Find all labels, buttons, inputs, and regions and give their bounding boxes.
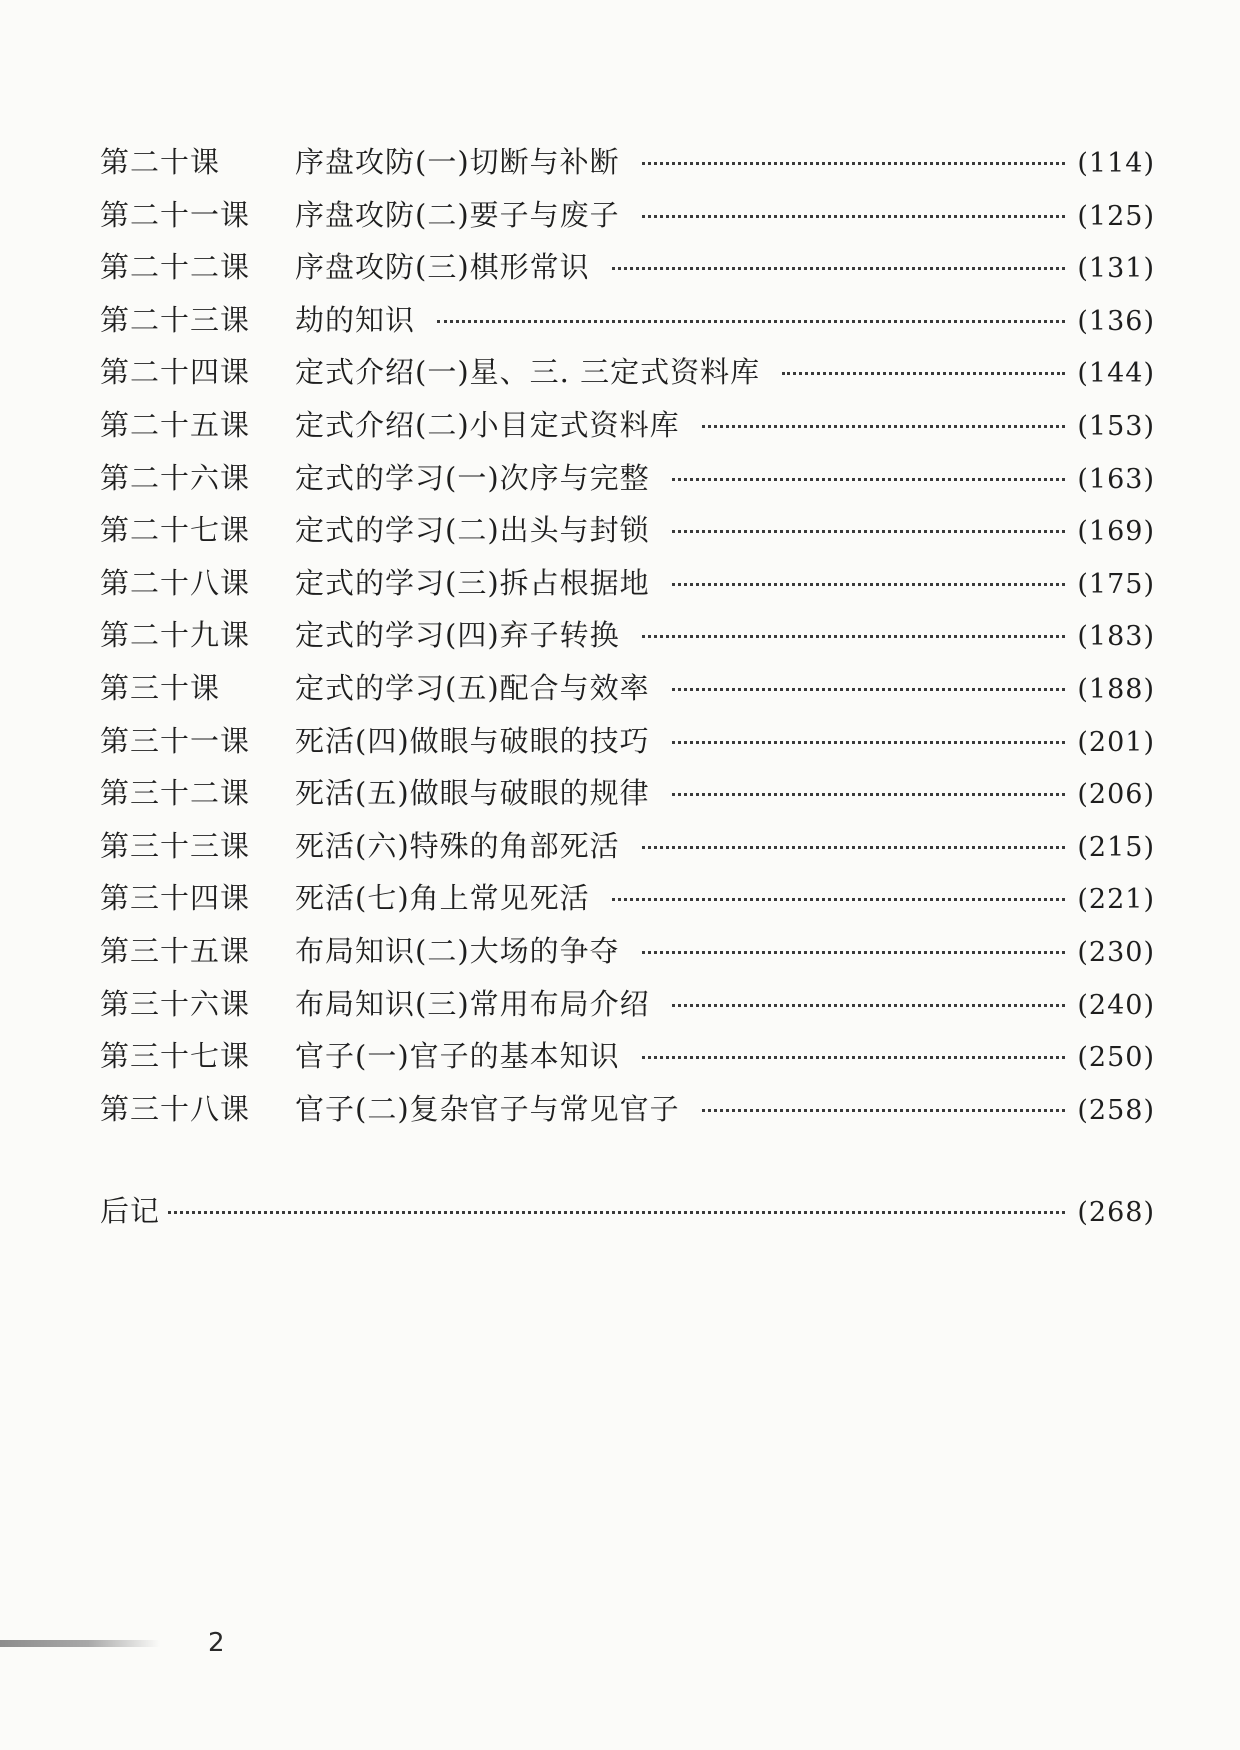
toc-entry	[100, 982, 1155, 1035]
lesson-title: 定式介绍(一)星、三. 三定式资料库	[295, 355, 761, 390]
lesson-number: 第三十七课	[100, 1039, 251, 1074]
dot-leader	[642, 635, 1066, 638]
lesson-title: 定式的学习(三)拆占根据地	[295, 565, 650, 600]
lesson-title: 序盘攻防(一)切断与补断	[295, 145, 620, 179]
dot-leader	[168, 1211, 1065, 1214]
lesson-number: 第三十六课	[100, 986, 251, 1021]
lesson-number: 第三十一课	[100, 723, 251, 758]
dot-leader	[642, 1056, 1066, 1059]
lesson-number: 第二十六课	[100, 460, 251, 495]
page-reference: (153)	[1077, 410, 1155, 442]
lesson-title: 定式的学习(二)出头与封锁	[295, 513, 650, 548]
table-of-contents	[100, 140, 1155, 1242]
page-reference: (125)	[1077, 200, 1155, 232]
toc-entry	[100, 298, 1155, 351]
page-reference: (183)	[1077, 621, 1155, 653]
toc-entry	[100, 403, 1155, 456]
lesson-title: 布局知识(三)常用布局介绍	[295, 986, 650, 1021]
lesson-number: 第二十五课	[100, 407, 251, 442]
lesson-number: 第三十五课	[100, 933, 251, 968]
lesson-title: 死活(五)做眼与破眼的规律	[295, 776, 650, 811]
toc-entry	[100, 824, 1155, 877]
dot-leader	[642, 951, 1066, 954]
toc-entry	[100, 456, 1155, 509]
dot-leader	[672, 688, 1066, 691]
lesson-title: 劫的知识	[295, 302, 416, 337]
lesson-title: 官子(二)复杂官子与常见官子	[295, 1091, 680, 1126]
page-reference: (163)	[1077, 463, 1155, 495]
dot-leader	[642, 215, 1066, 218]
toc-entry	[100, 666, 1155, 719]
toc-entry	[100, 1087, 1155, 1140]
page-reference: (144)	[1077, 358, 1155, 390]
dot-leader	[437, 320, 1065, 323]
dot-leader	[672, 583, 1066, 586]
lesson-title: 定式的学习(四)弃子转换	[295, 618, 620, 653]
page-reference: (114)	[1077, 148, 1155, 179]
dot-leader	[642, 846, 1066, 849]
lesson-number: 第三十三课	[100, 828, 251, 863]
page-reference: (240)	[1077, 989, 1155, 1021]
toc-entry	[100, 876, 1155, 929]
page-reference: (268)	[1077, 1197, 1155, 1229]
toc-entry	[100, 140, 1155, 193]
page-reference: (258)	[1077, 1094, 1155, 1126]
toc-entry	[100, 350, 1155, 403]
page-reference: (169)	[1077, 516, 1155, 548]
toc-entry	[100, 771, 1155, 824]
toc-entry-afterword	[100, 1189, 1155, 1242]
lesson-number: 第二十三课	[100, 302, 251, 337]
toc-entry	[100, 719, 1155, 772]
page-reference: (215)	[1077, 831, 1155, 863]
lesson-title: 官子(一)官子的基本知识	[295, 1039, 620, 1074]
lesson-title: 死活(四)做眼与破眼的技巧	[295, 723, 650, 758]
dot-leader	[642, 162, 1066, 165]
toc-entry	[100, 561, 1155, 614]
dot-leader	[672, 1004, 1066, 1007]
dot-leader	[702, 1109, 1066, 1112]
lesson-number: 第二十课	[100, 145, 221, 179]
dot-leader	[612, 898, 1066, 901]
lesson-number: 第三十四课	[100, 881, 251, 916]
toc-entry	[100, 1034, 1155, 1087]
lesson-number: 第二十九课	[100, 618, 251, 653]
toc-entry	[100, 193, 1155, 246]
page-reference: (206)	[1077, 779, 1155, 811]
lesson-title: 序盘攻防(三)棋形常识	[295, 250, 590, 285]
lesson-number: 第三十二课	[100, 776, 251, 811]
lesson-number: 第三十课	[100, 670, 221, 705]
page-reference: (188)	[1077, 673, 1155, 705]
dot-leader	[702, 425, 1066, 428]
lesson-number: 第三十八课	[100, 1091, 251, 1126]
lesson-title: 序盘攻防(二)要子与废子	[295, 197, 620, 232]
dot-leader	[672, 741, 1066, 744]
page-reference: (230)	[1077, 936, 1155, 968]
lesson-number: 第二十八课	[100, 565, 251, 600]
toc-entry	[100, 508, 1155, 561]
toc-entry	[100, 929, 1155, 982]
lesson-title: 定式介绍(二)小目定式资料库	[295, 407, 680, 442]
dot-leader	[782, 372, 1065, 375]
afterword-title: 后记	[100, 1194, 161, 1229]
page-reference: (175)	[1077, 568, 1155, 600]
lesson-number: 第二十一课	[100, 197, 251, 232]
lesson-number: 第二十七课	[100, 513, 251, 548]
footer-decorative-bar	[0, 1640, 160, 1647]
lesson-title: 布局知识(二)大场的争夺	[295, 933, 620, 968]
toc-entry	[100, 613, 1155, 666]
lesson-title: 死活(七)角上常见死活	[295, 881, 590, 916]
lesson-title: 死活(六)特殊的角部死活	[295, 828, 620, 863]
page-reference: (221)	[1077, 884, 1155, 916]
page-reference: (250)	[1077, 1042, 1155, 1074]
lesson-number: 第二十二课	[100, 250, 251, 285]
dot-leader	[672, 793, 1066, 796]
page-reference: (136)	[1077, 305, 1155, 337]
lesson-number: 第二十四课	[100, 355, 251, 390]
lesson-title: 定式的学习(一)次序与完整	[295, 460, 650, 495]
page-reference: (201)	[1077, 726, 1155, 758]
dot-leader	[672, 530, 1066, 533]
page-number: 2	[208, 1628, 225, 1658]
page-reference: (131)	[1077, 253, 1155, 285]
toc-entry	[100, 245, 1155, 298]
dot-leader	[612, 267, 1066, 270]
lesson-title: 定式的学习(五)配合与效率	[295, 670, 650, 705]
dot-leader	[672, 478, 1066, 481]
